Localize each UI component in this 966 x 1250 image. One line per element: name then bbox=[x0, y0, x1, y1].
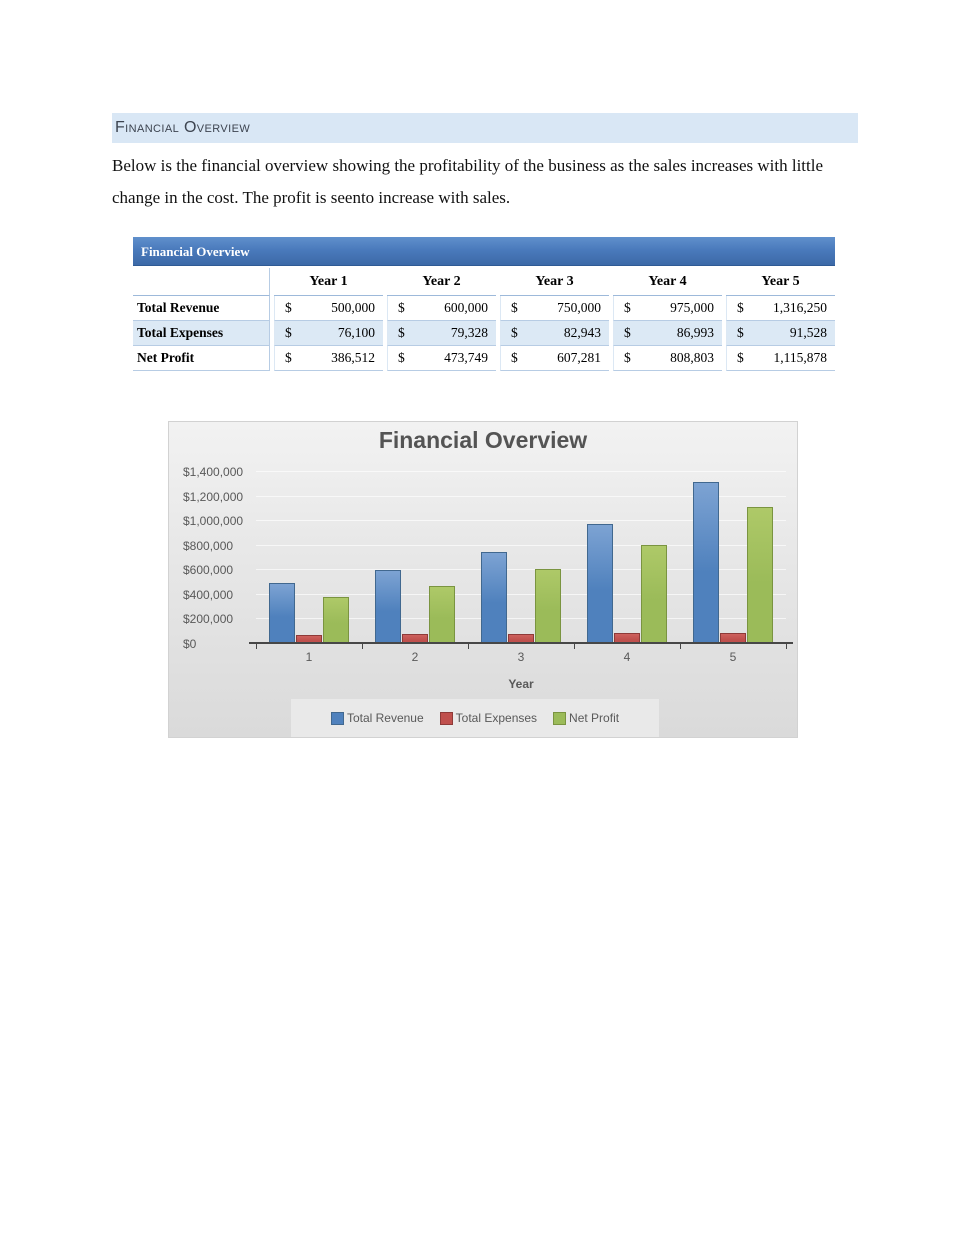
table-title: Financial Overview bbox=[133, 237, 835, 266]
x-axis-tick bbox=[256, 644, 257, 649]
bar-group bbox=[468, 472, 574, 644]
net-profit-bar bbox=[535, 569, 561, 644]
net-profit-swatch-icon bbox=[553, 712, 566, 725]
table-amount-cell bbox=[274, 296, 383, 321]
currency-symbol: $ bbox=[624, 350, 631, 365]
legend-label: Total Expenses bbox=[455, 711, 538, 725]
total-revenue-bar bbox=[481, 552, 507, 644]
legend-item-total-expenses bbox=[440, 711, 537, 725]
amount-value: 91,528 bbox=[789, 325, 827, 340]
table-amount-cell bbox=[726, 296, 835, 321]
total-revenue-swatch-icon bbox=[331, 712, 344, 725]
table-amount-cell bbox=[726, 346, 835, 371]
amount-value: 600,000 bbox=[444, 300, 488, 315]
currency-symbol: $ bbox=[285, 325, 292, 340]
x-axis-tick bbox=[680, 644, 681, 649]
x-axis-tick-label: 4 bbox=[623, 650, 631, 664]
total-revenue-bar bbox=[693, 482, 719, 644]
chart-title: Financial Overview bbox=[378, 427, 588, 453]
currency-symbol: $ bbox=[737, 350, 744, 365]
x-axis-tick bbox=[362, 644, 363, 649]
amount-value: 607,281 bbox=[557, 350, 601, 365]
currency-symbol: $ bbox=[511, 300, 518, 315]
table-column-header: Year 3 bbox=[500, 268, 609, 296]
table-amount-cell bbox=[613, 296, 722, 321]
currency-symbol: $ bbox=[624, 300, 631, 315]
bar-group bbox=[362, 472, 468, 644]
y-axis-label: $1,400,000 bbox=[183, 465, 244, 479]
table-amount-cell bbox=[613, 321, 722, 346]
net-profit-bar bbox=[323, 597, 349, 644]
table-grid bbox=[133, 268, 835, 371]
table-amount-cell bbox=[274, 321, 383, 346]
amount-value: 750,000 bbox=[557, 300, 601, 315]
table-amount-cell bbox=[387, 346, 496, 371]
currency-symbol: $ bbox=[285, 350, 292, 365]
financial-overview-table bbox=[133, 237, 835, 371]
total-revenue-bar bbox=[587, 524, 613, 644]
amount-value: 473,749 bbox=[444, 350, 488, 365]
bar-group bbox=[680, 472, 786, 644]
table-amount-cell bbox=[500, 346, 609, 371]
intro-paragraph: Below is the financial overview showing the profitability of the business as the sales increases with little change in the cost. The profit is seento increase with sales. bbox=[112, 156, 824, 207]
net-profit-bar bbox=[429, 586, 455, 644]
table-row-label: Total Expenses bbox=[133, 321, 270, 346]
y-axis-label: $800,000 bbox=[183, 538, 234, 553]
table-corner-cell bbox=[133, 268, 270, 296]
table-amount-cell bbox=[274, 346, 383, 371]
plot-area bbox=[256, 472, 786, 644]
currency-symbol: $ bbox=[624, 325, 631, 340]
legend-item-net-profit bbox=[553, 711, 619, 725]
currency-symbol: $ bbox=[511, 325, 518, 340]
currency-symbol: $ bbox=[398, 350, 405, 365]
financial-overview-chart bbox=[168, 421, 798, 738]
table-amount-cell bbox=[613, 346, 722, 371]
table-amount-cell bbox=[387, 296, 496, 321]
section-heading: Financial Overview bbox=[112, 113, 858, 143]
table-column-header: Year 5 bbox=[726, 268, 835, 296]
x-axis-tick-label: 2 bbox=[411, 650, 419, 664]
x-axis-tick bbox=[468, 644, 469, 649]
x-axis-labels bbox=[256, 650, 786, 664]
table-column-header: Year 2 bbox=[387, 268, 496, 296]
x-axis-tick bbox=[574, 644, 575, 649]
y-axis-label: $400,000 bbox=[183, 587, 234, 602]
amount-value: 386,512 bbox=[331, 350, 375, 365]
currency-symbol: $ bbox=[511, 350, 518, 365]
y-axis-label: $0 bbox=[183, 637, 197, 651]
x-axis-title: Year bbox=[508, 677, 534, 691]
amount-value: 1,316,250 bbox=[773, 300, 827, 315]
table-column-header: Year 1 bbox=[274, 268, 383, 296]
amount-value: 808,803 bbox=[670, 350, 714, 365]
y-axis-label: $1,000,000 bbox=[183, 514, 244, 529]
amount-value: 1,115,878 bbox=[773, 350, 827, 365]
currency-symbol: $ bbox=[398, 300, 405, 315]
amount-value: 975,000 bbox=[670, 300, 714, 315]
legend-label: Total Revenue bbox=[346, 711, 424, 725]
bar-group bbox=[256, 472, 362, 644]
net-profit-bar bbox=[641, 545, 667, 644]
table-amount-cell bbox=[500, 321, 609, 346]
table-column-header: Year 4 bbox=[613, 268, 722, 296]
amount-value: 86,993 bbox=[676, 325, 714, 340]
x-axis-tick-label: 3 bbox=[517, 650, 525, 664]
total-revenue-bar bbox=[375, 570, 401, 644]
currency-symbol: $ bbox=[398, 325, 405, 340]
amount-value: 500,000 bbox=[331, 300, 375, 315]
table-amount-cell bbox=[387, 321, 496, 346]
bar-group bbox=[574, 472, 680, 644]
x-axis-tick bbox=[786, 644, 787, 649]
net-profit-bar bbox=[747, 507, 773, 644]
amount-value: 76,100 bbox=[337, 325, 375, 340]
amount-value: 79,328 bbox=[450, 325, 488, 340]
currency-symbol: $ bbox=[285, 300, 292, 315]
table-amount-cell bbox=[500, 296, 609, 321]
table-row-label: Total Revenue bbox=[133, 296, 270, 321]
x-axis-line bbox=[249, 642, 793, 644]
legend-label: Net Profit bbox=[569, 711, 620, 725]
total-revenue-bar bbox=[269, 583, 295, 644]
x-axis-tick-label: 1 bbox=[305, 650, 313, 664]
amount-value: 82,943 bbox=[563, 325, 601, 340]
currency-symbol: $ bbox=[737, 325, 744, 340]
table-amount-cell bbox=[726, 321, 835, 346]
table-row-label: Net Profit bbox=[133, 346, 270, 371]
legend-item-total-revenue bbox=[331, 711, 424, 725]
x-axis-tick-label: 5 bbox=[729, 650, 737, 664]
y-axis-label: $200,000 bbox=[183, 612, 234, 627]
y-axis-label: $1,200,000 bbox=[183, 489, 244, 504]
total-expenses-swatch-icon bbox=[440, 712, 453, 725]
chart-legend bbox=[291, 699, 659, 737]
currency-symbol: $ bbox=[737, 300, 744, 315]
y-axis-label: $600,000 bbox=[183, 563, 234, 578]
